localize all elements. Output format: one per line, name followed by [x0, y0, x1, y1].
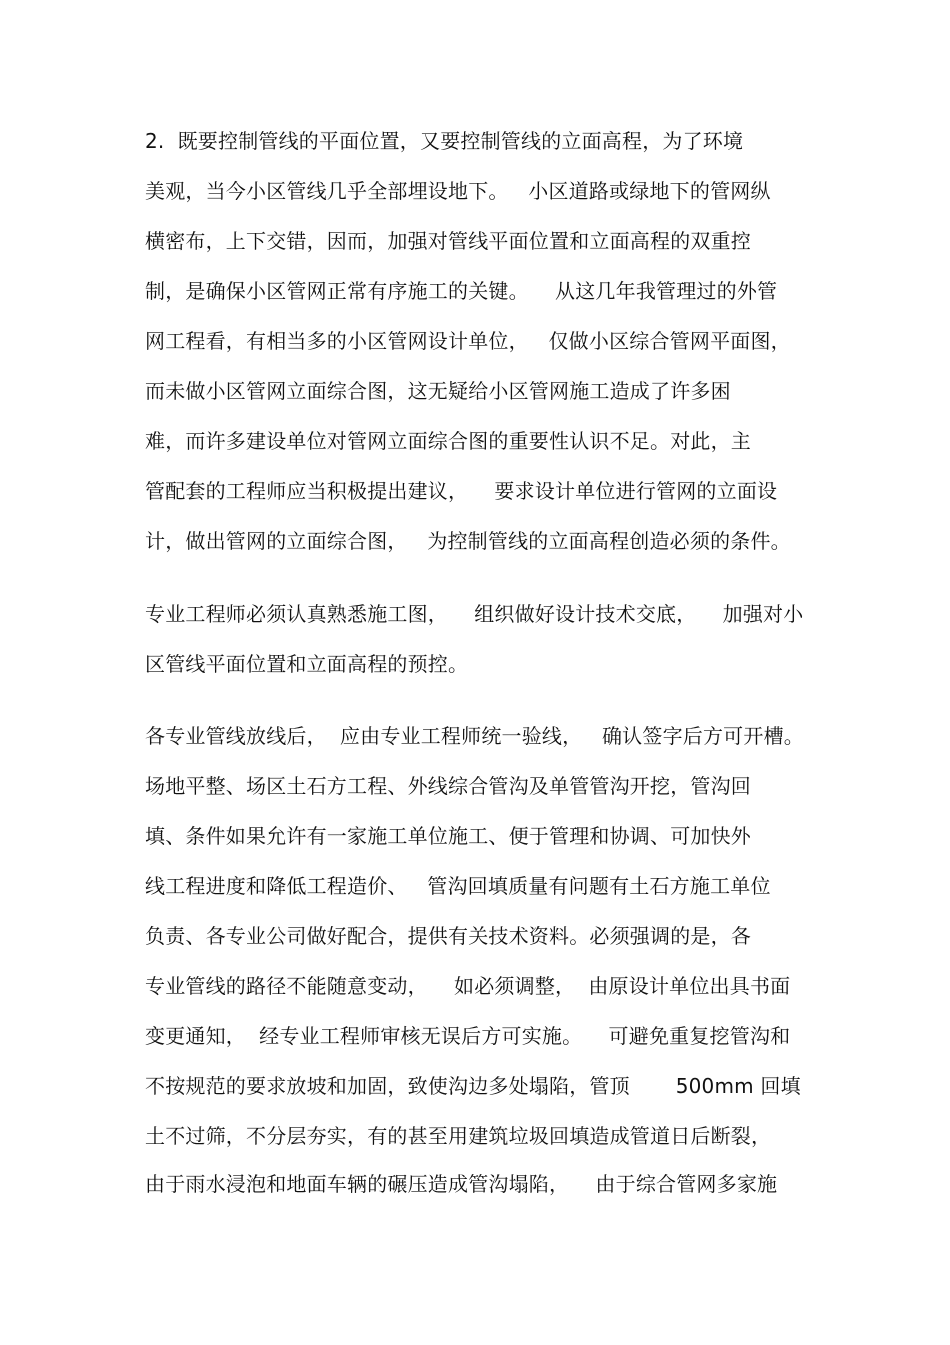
paragraph-1-line-6: 而未做小区管网立面综合图，这无疑给小区管网施工造成了许多困: [145, 379, 731, 403]
paragraph-3-line-7: 变更通知， 经专业工程师审核无误后方可实施。 可避免重复挖管沟和: [145, 1024, 791, 1048]
paragraph-1-line-8: 管配套的工程师应当积极提出建议， 要求设计单位进行管网的立面设: [145, 479, 778, 503]
paragraph-3-line-8: 不按规范的要求放坡和加固，致使沟边多处塌陷，管顶 500mm 回填: [145, 1074, 801, 1098]
paragraph-3-line-5: 负责、各专业公司做好配合，提供有关技术资料。必须强调的是，各: [145, 924, 751, 948]
paragraph-1-line-4: 制，是确保小区管网正常有序施工的关键。 从这几年我管理过的外管: [145, 279, 778, 303]
paragraph-1-line-3: 横密布，上下交错，因而，加强对管线平面位置和立面高程的双重控: [145, 229, 751, 253]
paragraph-3-line-2: 场地平整、场区土石方工程、外线综合管沟及单管管沟开挖，管沟回: [145, 774, 751, 798]
paragraph-1-line-5: 网工程看，有相当多的小区管网设计单位， 仅做小区综合管网平面图，: [145, 329, 791, 353]
paragraph-3-line-10: 由于雨水浸泡和地面车辆的碾压造成管沟塌陷， 由于综合管网多家施: [145, 1172, 778, 1196]
paragraph-3-line-1: 各专业管线放线后， 应由专业工程师统一验线， 确认签字后方可开槽。: [145, 724, 804, 748]
paragraph-2-line-1: 专业工程师必须认真熟悉施工图， 组织做好设计技术交底， 加强对小: [145, 602, 804, 626]
paragraph-3-line-6: 专业管线的路径不能随意变动， 如必须调整， 由原设计单位出具书面: [145, 974, 791, 998]
paragraph-1-line-1: 2. 既要控制管线的平面位置，又要控制管线的立面高程，为了环境: [145, 129, 744, 153]
paragraph-2-line-2: 区管线平面位置和立面高程的预控。: [145, 652, 469, 676]
paragraph-3-line-9: 土不过筛，不分层夯实，有的甚至用建筑垃圾回填造成管道日后断裂，: [145, 1124, 772, 1148]
paragraph-3-line-4: 线工程进度和降低工程造价、 管沟回填质量有问题有土石方施工单位: [145, 874, 771, 898]
paragraph-1-line-9: 计，做出管网的立面综合图， 为控制管线的立面高程创造必须的条件。: [145, 529, 791, 553]
paragraph-1-line-2: 美观，当今小区管线几乎全部埋设地下。 小区道路或绿地下的管网纵: [145, 179, 771, 203]
paragraph-1-line-7: 难，而许多建设单位对管网立面综合图的重要性认识不足。对此，主: [145, 429, 751, 453]
paragraph-3-line-3: 填、条件如果允许有一家施工单位施工、便于管理和协调、可加快外: [145, 824, 751, 848]
